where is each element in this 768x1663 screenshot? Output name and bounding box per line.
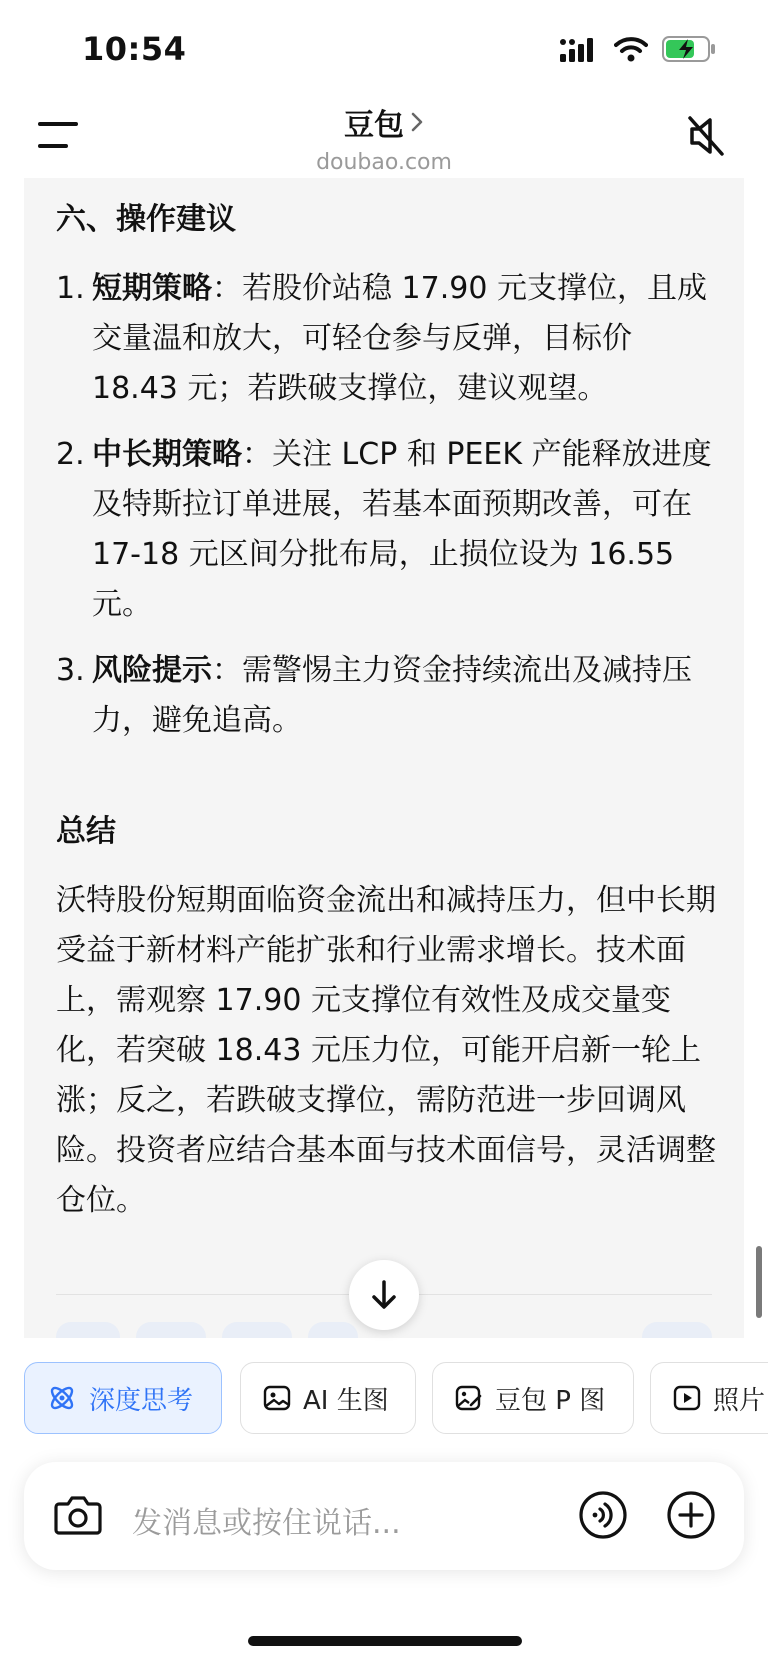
section-heading-summary: 总结 <box>56 814 116 849</box>
speaker-muted-icon[interactable] <box>686 114 726 158</box>
battery-charging-icon <box>662 36 718 62</box>
chip-photo[interactable] <box>650 1362 768 1434</box>
chevron-right-icon <box>410 111 424 133</box>
list-item <box>56 430 724 630</box>
chip-label: AI 生图 <box>303 1385 389 1416</box>
summary-paragraph: 沃特股份短期面临资金流出和减持压力，但中长期受益于新材料产能扩张和行业需求增长。技术面上，需观察 17.90 元支撑位有效性及成交量变化，若突破 18.43 元压力位，可能开启新一轮上涨；反之，若跌破支撑位，需防范进一步回调风险。投资者应结合基本面与技术面信号，灵活调整仓位。 <box>56 883 716 1218</box>
status-time: 10:54 <box>82 30 187 68</box>
chip-deep-think[interactable] <box>24 1362 222 1434</box>
scrollbar[interactable] <box>756 1246 762 1318</box>
image-icon <box>263 1384 291 1412</box>
add-icon[interactable] <box>666 1490 716 1540</box>
chat-title[interactable] <box>344 100 424 144</box>
scroll-to-bottom-button[interactable] <box>349 1260 419 1330</box>
list-item-text: ：需警惕主力资金持续流出及减持压力，避免追高。 <box>92 653 692 738</box>
chip-ai-image[interactable] <box>240 1362 416 1434</box>
chip-p-image[interactable] <box>432 1362 634 1434</box>
list-item-title: 短期策略 <box>92 271 212 306</box>
home-indicator[interactable] <box>248 1636 522 1646</box>
arrow-down-icon <box>369 1279 399 1311</box>
ops-list <box>56 264 724 762</box>
chip-label: 豆包 P 图 <box>495 1385 606 1416</box>
section-heading-ops: 六、操作建议 <box>56 202 236 237</box>
voice-call-icon[interactable] <box>578 1490 628 1540</box>
list-item-number: 1. <box>56 271 85 306</box>
chat-title-text: 豆包 <box>344 108 404 143</box>
assistant-message <box>24 178 744 1338</box>
cellular-signal-icon <box>560 38 600 62</box>
list-item-text: ：关注 LCP 和 PEEK 产能释放进度及特斯拉订单进展，若基本面预期改善，可在 17-18 元区间分批布局，止损位设为 16.55 元。 <box>92 437 712 622</box>
list-item-text: ：若股价站稳 17.90 元支撑位，且成交量温和放大，可轻仓参与反弹，目标价 18.43 元；若跌破支撑位，建议观望。 <box>92 271 707 406</box>
photo-edit-icon <box>455 1384 483 1412</box>
chat-subtitle: doubao.com <box>316 150 452 175</box>
camera-icon[interactable] <box>54 1492 102 1536</box>
chip-label: 照片 <box>713 1385 766 1416</box>
action-chip[interactable] <box>642 1322 712 1338</box>
chat-header <box>0 96 768 176</box>
list-item-number: 2. <box>56 437 85 472</box>
list-item-number: 3. <box>56 653 85 688</box>
message-input[interactable]: 发消息或按住说话... <box>132 1506 401 1541</box>
chip-label: 深度思考 <box>89 1385 194 1416</box>
list-item-title: 中长期策略 <box>92 437 242 472</box>
action-chip[interactable] <box>308 1322 358 1338</box>
video-play-icon <box>673 1384 701 1412</box>
action-chip[interactable] <box>56 1322 120 1338</box>
message-input-bar <box>24 1462 744 1570</box>
action-chip[interactable] <box>222 1322 292 1338</box>
action-chip[interactable] <box>136 1322 206 1338</box>
list-item <box>56 264 724 414</box>
feature-chips <box>0 1360 768 1438</box>
atom-icon <box>47 1383 77 1413</box>
status-bar <box>0 0 768 100</box>
list-item-title: 风险提示 <box>92 653 212 688</box>
list-item <box>56 646 724 746</box>
wifi-icon <box>614 36 648 62</box>
